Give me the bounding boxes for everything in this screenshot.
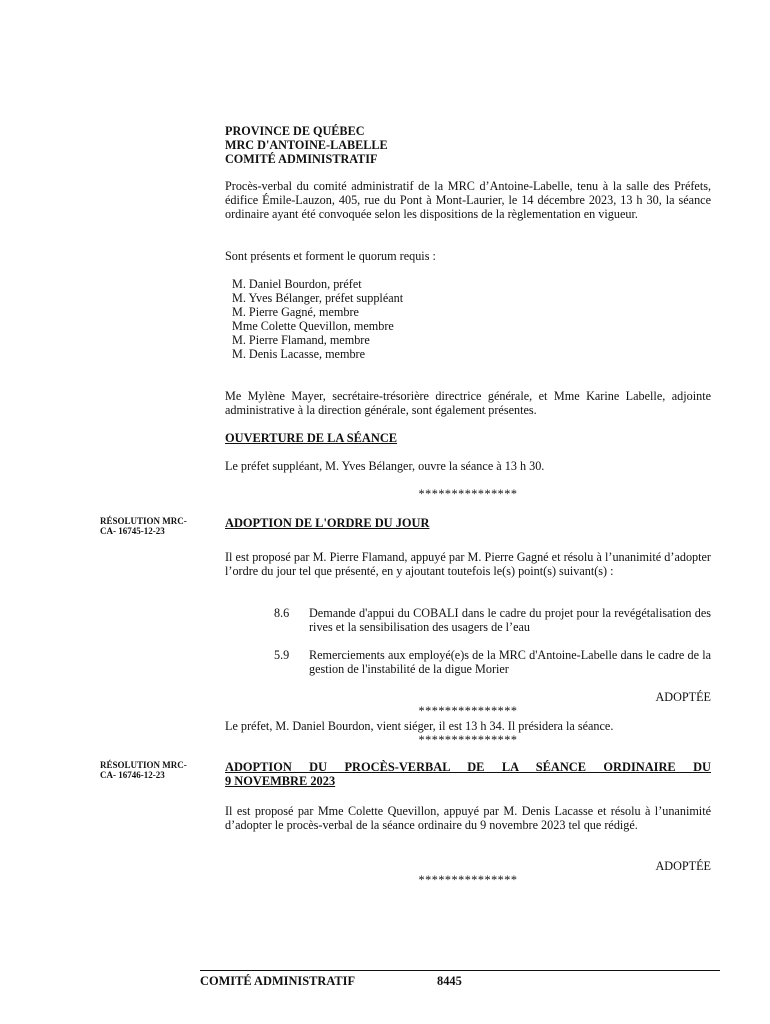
attendee-item: M. Pierre Gagné, membre [232,305,359,319]
resolution-margin-note [100,760,187,780]
header-committee: COMITÉ ADMINISTRATIF [225,152,378,166]
resolution2-heading-line2: 9 NOVEMBRE 2023 [225,774,336,788]
resolution-number: CA- 16746-12-23 [100,770,165,780]
quorum-statement: Sont présents et forment le quorum requis : [225,249,436,263]
intro-paragraph: Procès-verbal du comité administratif de la MRC d’Antoine-Labelle, tenu à la salle des Préfets, édifice Émile-Lauzon, 405, rue du Pont à Mont-Laurier, le 14 décembre 2023, 13 h 30, la séance ordinaire ayant été convoquée selon les dispositions de la règlementation en vigueur. [225,179,711,221]
separator: *************** [418,704,518,718]
agenda-item-number: 8.6 [274,606,290,620]
resolution1-text: Il est proposé par M. Pierre Flamand, appuyé par M. Pierre Gagné et résolu à l’unanimité d’adopter l’ordre du jour tel que présenté, en y ajoutant toutefois le(s) point(s) suivant(s) : [225,550,711,578]
resolution-label: RÉSOLUTION MRC- [100,760,187,770]
resolution-number: CA- 16745-12-23 [100,526,165,536]
agenda-item-text: Remerciements aux employé(e)s de la MRC d'Antoine-Labelle dans le cadre de la gestion de l'instabilité de la digue Morier [309,648,711,676]
resolution2-text: Il est proposé par Mme Colette Quevillon, appuyé par M. Denis Lacasse et résolu à l’unanimité d’adopter le procès-verbal de la séance ordinaire du 9 novembre 2023 tel que rédigé. [225,804,711,832]
opening-heading: OUVERTURE DE LA SÉANCE [225,431,398,445]
attendee-item: M. Pierre Flamand, membre [232,333,370,347]
attendee-item: M. Daniel Bourdon, préfet [232,277,362,291]
attendee-item: M. Yves Bélanger, préfet suppléant [232,291,404,305]
attendee-item: M. Denis Lacasse, membre [232,347,366,361]
resolution2-heading [225,760,711,788]
agenda-item-number: 5.9 [274,648,290,662]
separator: *************** [418,873,518,887]
separator: *************** [418,487,518,501]
also-present-paragraph: Me Mylène Mayer, secrétaire-trésorière directrice générale, et Mme Karine Labelle, adjointe administrative à la direction générale, sont également présentes. [225,389,711,417]
page-number: 8445 [437,974,462,988]
footer-label: COMITÉ ADMINISTRATIF [200,974,356,988]
attendee-item: Mme Colette Quevillon, membre [232,319,394,333]
attendee-list [232,277,403,361]
adopted-label: ADOPTÉE [655,690,711,704]
resolution-label: RÉSOLUTION MRC- [100,516,187,526]
separator: *************** [418,733,518,747]
resolution1-heading: ADOPTION DE L'ORDRE DU JOUR [225,516,430,530]
header-province: PROVINCE DE QUÉBEC [225,124,365,138]
agenda-item-text: Demande d'appui du COBALI dans le cadre du projet pour la revégétalisation des rives et la sensibilisation des usagers de l’eau [309,606,711,634]
resolution2-heading-line1: ADOPTION DU PROCÈS-VERBAL DE LA SÉANCE ORDINAIRE DU [225,760,711,774]
resolution-margin-note [100,516,187,536]
footer-rule [200,970,720,971]
document-header [225,124,388,166]
opening-text: Le préfet suppléant, M. Yves Bélanger, ouvre la séance à 13 h 30. [225,459,545,473]
header-mrc: MRC D'ANTOINE-LABELLE [225,138,388,152]
adopted-label: ADOPTÉE [655,859,711,873]
arrival-note: Le préfet, M. Daniel Bourdon, vient siéger, il est 13 h 34. Il présidera la séance. [225,719,614,733]
